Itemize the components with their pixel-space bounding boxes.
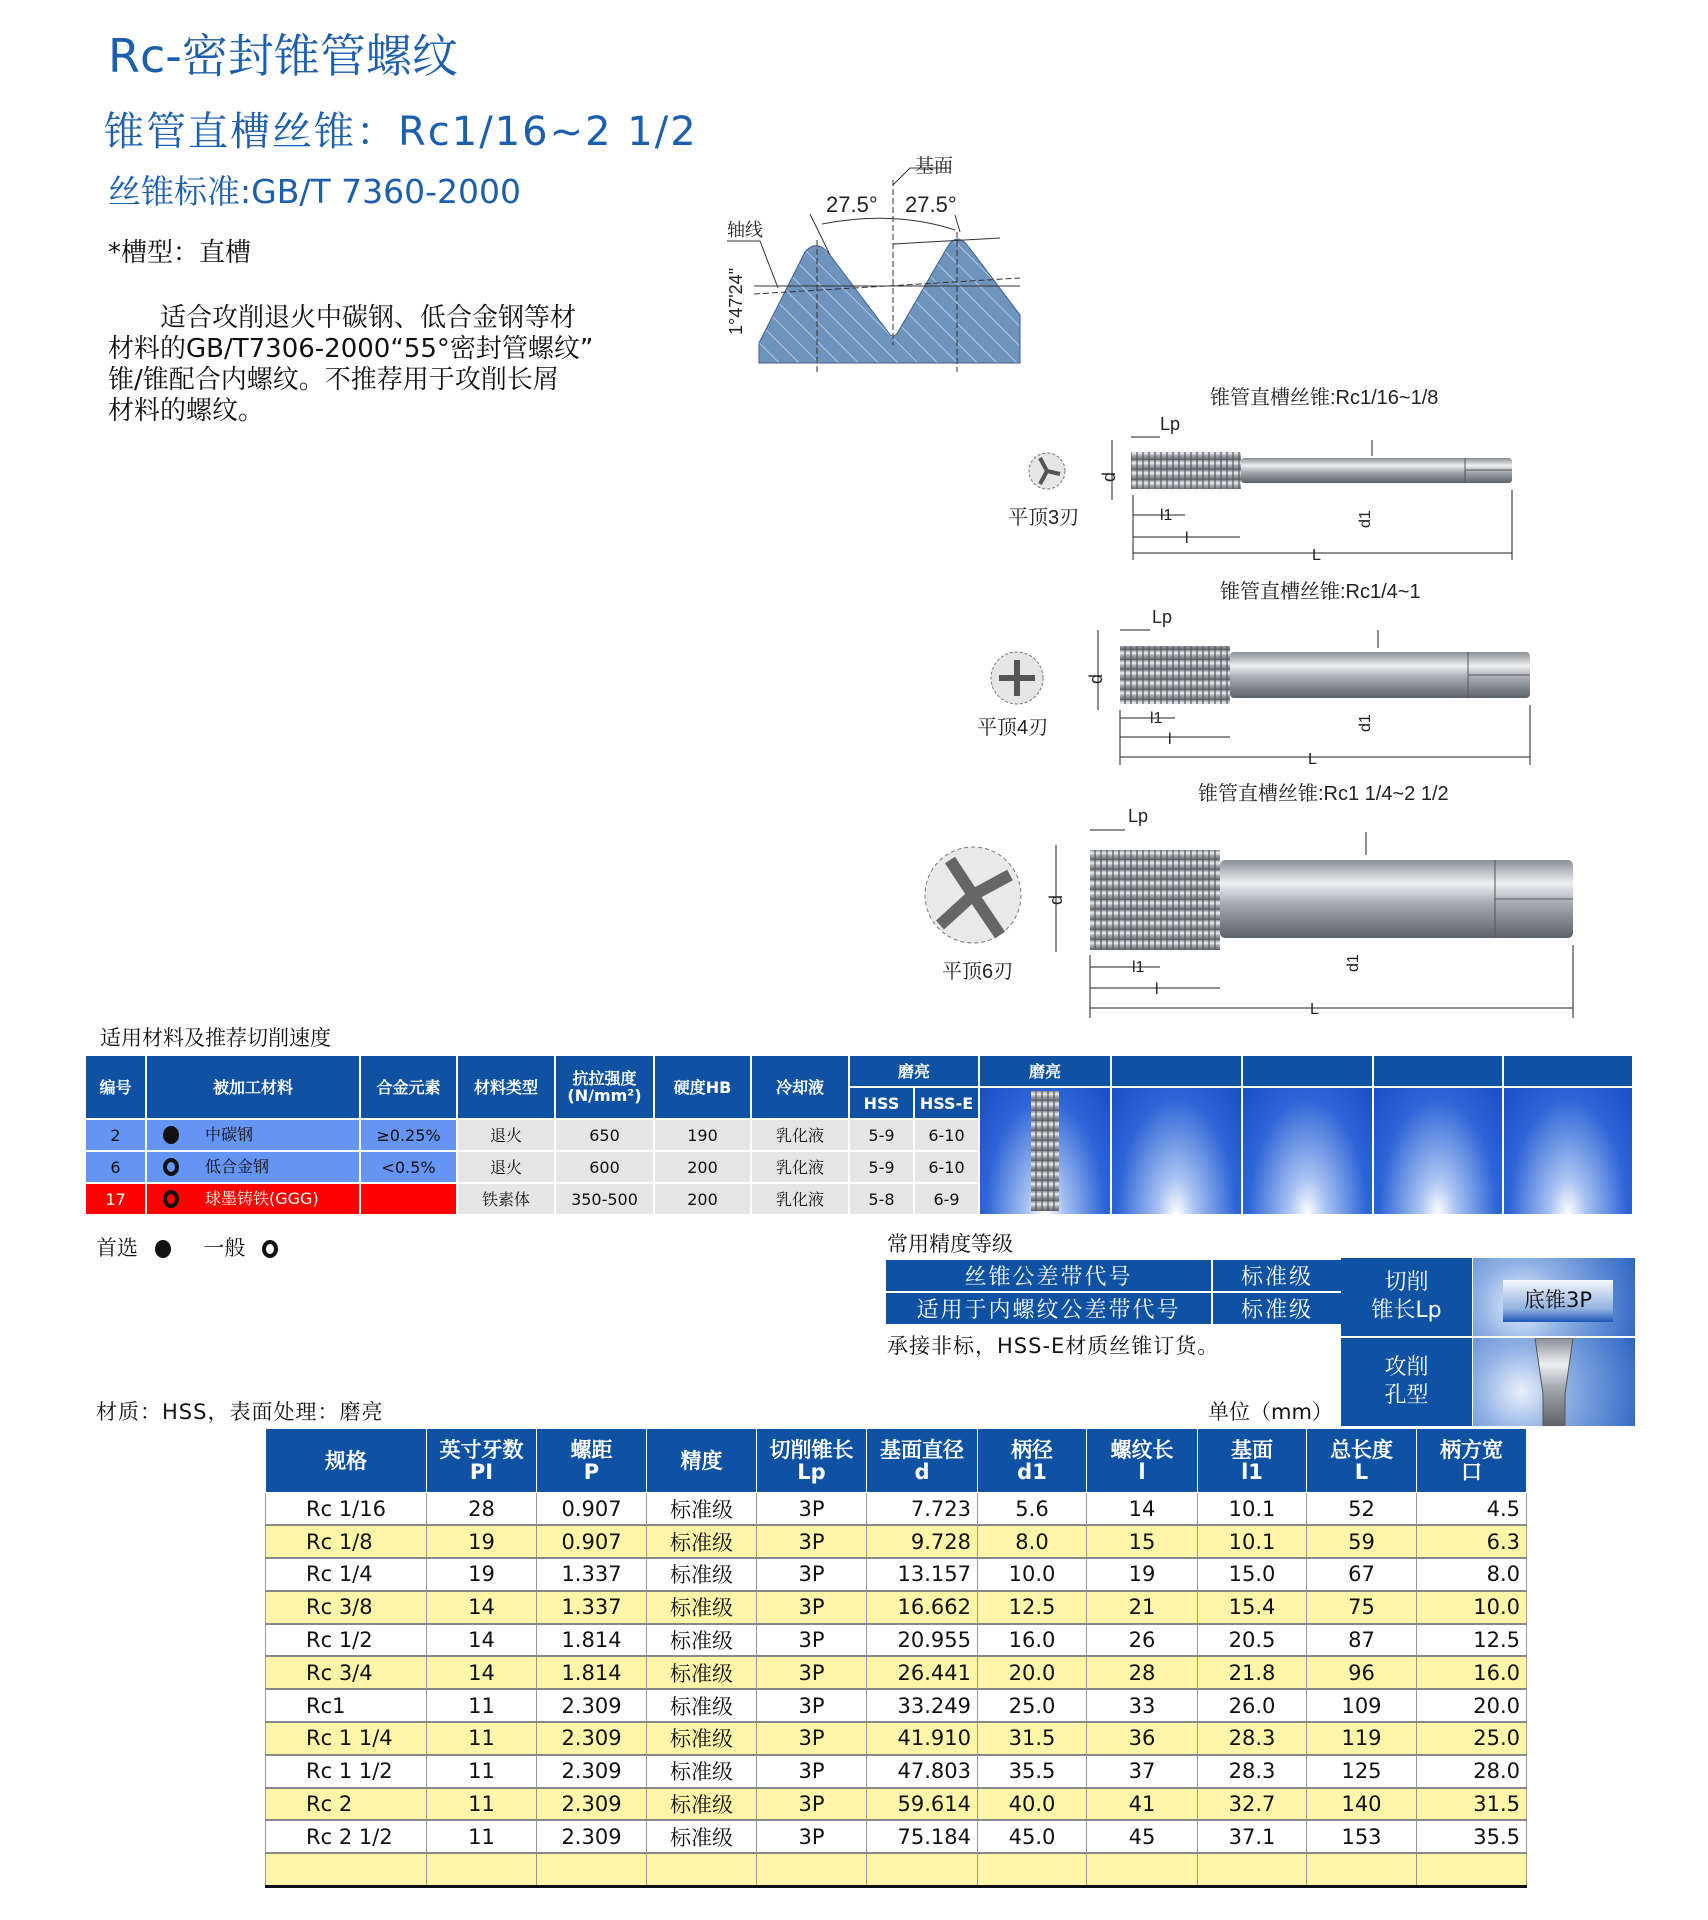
table-cell: 37 [1087, 1755, 1198, 1788]
spec-table [265, 1428, 1527, 1888]
image-col-header [1111, 1055, 1242, 1087]
precision-caption: 常用精度等级 [887, 1232, 1013, 1256]
table-cell: 28 [1087, 1656, 1198, 1689]
spec-col-header [427, 1429, 537, 1493]
cell-type: 退火 [457, 1119, 555, 1151]
table-cell [1417, 1853, 1527, 1886]
table-cell: 10.1 [1198, 1493, 1307, 1526]
header-line: 基面 [1231, 1437, 1273, 1462]
table-cell: 75.184 [867, 1820, 978, 1853]
decor-image [1111, 1087, 1242, 1215]
table-row [266, 1656, 1527, 1689]
table-cell: 26.441 [867, 1656, 978, 1689]
table-cell: 33.249 [867, 1689, 978, 1722]
dim-lp: Lp [1160, 414, 1181, 434]
table-cell: 1.337 [537, 1591, 647, 1624]
tap-drawing-1 [1008, 386, 1512, 564]
table-cell: 12.5 [978, 1591, 1087, 1624]
cell-hss: 5-9 [849, 1119, 914, 1151]
header-line: 螺纹长 [1110, 1437, 1174, 1462]
tapered-hole-icon [1473, 1338, 1635, 1426]
table-cell: Rc 2 [266, 1788, 427, 1821]
dim-d1: d1 [1357, 714, 1374, 732]
header-line: 基面直径 [880, 1437, 964, 1462]
table-cell: 3P [757, 1755, 867, 1788]
custom-order-note: 承接非标，HSS-E材质丝锥订货。 [887, 1334, 1220, 1358]
table-cell: 19 [427, 1525, 537, 1558]
angle-left-label: 27.5° [826, 192, 878, 217]
dim-L: L [1310, 1001, 1319, 1018]
spec-col-header [1417, 1429, 1527, 1493]
table-row [266, 1853, 1527, 1886]
cell-hsse: 6-9 [914, 1183, 979, 1215]
table-cell: 11 [427, 1820, 537, 1853]
table-cell: 3P [757, 1820, 867, 1853]
table-cell: 10.1 [1198, 1525, 1307, 1558]
dim-lp: Lp [1128, 806, 1149, 826]
tap-title: 锥管直槽丝锥:Rc1/4~1 [1220, 581, 1421, 603]
table-cell: 14 [427, 1656, 537, 1689]
tap-standard: 丝锥标准:GB/T 7360-2000 [108, 172, 521, 211]
description-line: 锥/锥配合内螺纹。不推荐用于攻削长屑 [108, 365, 559, 395]
header-line: l1 [1241, 1459, 1263, 1484]
open-circle-icon [163, 1158, 179, 1176]
table-cell: 16.662 [867, 1591, 978, 1624]
chamfer-image [1473, 1258, 1635, 1336]
material-name: 中碳钢 [205, 1124, 254, 1144]
cell-type: 铁素体 [457, 1183, 555, 1215]
table-cell: 153 [1307, 1820, 1417, 1853]
table-cell: 25.0 [1417, 1722, 1527, 1755]
table-cell: 11 [427, 1689, 537, 1722]
table-cell: 41 [1087, 1788, 1198, 1821]
chamfer-length-label: 切削 锥长Lp [1341, 1258, 1472, 1336]
decor-image [1242, 1087, 1373, 1215]
header-line: 口 [1461, 1459, 1482, 1484]
table-cell: Rc1 [266, 1689, 427, 1722]
col-hardness: 硬度HB [654, 1055, 751, 1119]
table-cell: 16.0 [1417, 1656, 1527, 1689]
table-row [266, 1525, 1527, 1558]
header-line: PI [469, 1459, 494, 1484]
product-subtitle: 锥管直槽丝锥：Rc1/16~2 1/2 [104, 109, 698, 155]
cell-coolant: 乳化液 [751, 1151, 849, 1183]
table-cell: 标准级 [647, 1656, 757, 1689]
table-cell: 32.7 [1198, 1788, 1307, 1821]
dim-L: L [1312, 547, 1321, 564]
table-row [266, 1689, 1527, 1722]
table-cell: 2.309 [537, 1788, 647, 1821]
col-polish-2: 磨亮 [979, 1055, 1111, 1087]
table-row [266, 1591, 1527, 1624]
materials-table [84, 1054, 1634, 1216]
col-coolant: 冷却液 [751, 1055, 849, 1119]
header-line: l [1138, 1459, 1146, 1484]
spec-col-header [537, 1429, 647, 1493]
table-cell: 标准级 [647, 1722, 757, 1755]
cell-no: 17 [85, 1183, 146, 1215]
col-hsse: HSS-E [914, 1087, 979, 1119]
cell-name [146, 1151, 360, 1183]
table-cell: 119 [1307, 1722, 1417, 1755]
table-cell: 8.0 [978, 1525, 1087, 1558]
header-line: 螺距 [570, 1437, 613, 1462]
cell-hsse: 6-10 [914, 1151, 979, 1183]
table-cell: 45.0 [978, 1820, 1087, 1853]
decor-image [1373, 1087, 1503, 1215]
table-cell: 0.907 [537, 1525, 647, 1558]
col-tensile: 抗拉强度(N/mm²) [555, 1055, 654, 1119]
tap-thread-image [979, 1087, 1111, 1215]
table-cell: Rc 3/4 [266, 1656, 427, 1689]
col-material: 被加工材料 [146, 1055, 360, 1119]
table-cell: 标准级 [647, 1689, 757, 1722]
thread-tolerance-value: 标准级 [1212, 1292, 1342, 1325]
header-line: d1 [1017, 1459, 1047, 1484]
table-cell: 6.3 [1417, 1525, 1527, 1558]
table-cell: 59.614 [867, 1788, 978, 1821]
table-cell: 19 [427, 1558, 537, 1591]
col-type: 材料类型 [457, 1055, 555, 1119]
cell-coolant: 乳化液 [751, 1119, 849, 1151]
table-cell: 2.309 [537, 1722, 647, 1755]
table-cell: Rc 1 1/2 [266, 1755, 427, 1788]
table-cell: 3P [757, 1624, 867, 1657]
table-cell: 14 [1087, 1493, 1198, 1526]
table-cell: 15.4 [1198, 1591, 1307, 1624]
legend-general: 一般 [203, 1236, 246, 1260]
spec-col-header [867, 1429, 978, 1493]
col-hss: HSS [849, 1087, 914, 1119]
spec-col-header [266, 1429, 427, 1493]
dim-d1: d1 [1345, 954, 1362, 972]
table-cell: 20.955 [867, 1624, 978, 1657]
thread-profile-diagram [726, 155, 1020, 372]
spec-col-header [1198, 1429, 1307, 1493]
dim-l1: l1 [1150, 710, 1163, 727]
tap-drawing-2 [977, 580, 1530, 768]
header-line: 规格 [325, 1448, 367, 1473]
table-cell: 3P [757, 1788, 867, 1821]
tap-drawing-3 [925, 782, 1573, 1018]
table-cell: Rc 1/4 [266, 1558, 427, 1591]
table-cell [757, 1853, 867, 1886]
table-cell: 9.728 [867, 1525, 978, 1558]
cell-tensile: 600 [555, 1151, 654, 1183]
table-cell: 1.337 [537, 1558, 647, 1591]
base-plane-label: 基面 [915, 156, 954, 177]
table-cell: 35.5 [1417, 1820, 1527, 1853]
table-cell: 31.5 [978, 1722, 1087, 1755]
header-line: P [583, 1459, 600, 1484]
material-info: 材质：HSS，表面处理：磨亮 [96, 1400, 384, 1424]
tap-tolerance-label: 丝锥公差带代号 [885, 1259, 1212, 1292]
table-cell: 125 [1307, 1755, 1417, 1788]
image-col-header [1242, 1055, 1373, 1087]
table-cell: 21 [1087, 1591, 1198, 1624]
table-cell: 10.0 [978, 1558, 1087, 1591]
spec-col-header [978, 1429, 1087, 1493]
table-cell: 52 [1307, 1493, 1417, 1526]
header-line: 切削锥长 [769, 1437, 854, 1462]
table-cell [427, 1853, 537, 1886]
cell-tensile: 650 [555, 1119, 654, 1151]
dim-l: l [1168, 731, 1172, 748]
table-cell: 标准级 [647, 1820, 757, 1853]
table-row [266, 1722, 1527, 1755]
description-line: 材料的螺纹。 [108, 396, 265, 426]
col-polish: 磨亮 [849, 1055, 979, 1087]
cell-alloy [360, 1183, 457, 1215]
table-cell: 37.1 [1198, 1820, 1307, 1853]
table-cell: Rc 1/2 [266, 1624, 427, 1657]
table-cell: 标准级 [647, 1624, 757, 1657]
cell-hss: 5-8 [849, 1183, 914, 1215]
header-line: d [914, 1459, 930, 1484]
table-cell: 15 [1087, 1525, 1198, 1558]
dim-l1: l1 [1160, 507, 1173, 524]
table-cell [1198, 1853, 1307, 1886]
table-cell: 31.5 [1417, 1788, 1527, 1821]
table-cell: 35.5 [978, 1755, 1087, 1788]
table-cell [1307, 1853, 1417, 1886]
table-cell: 3P [757, 1558, 867, 1591]
table-cell: 11 [427, 1788, 537, 1821]
header-line: 精度 [680, 1448, 723, 1473]
table-cell: 11 [427, 1722, 537, 1755]
tap-tolerance-value: 标准级 [1212, 1259, 1342, 1292]
table-cell [647, 1853, 757, 1886]
table-cell: 3P [757, 1656, 867, 1689]
table-row [266, 1788, 1527, 1821]
table-cell: 3P [757, 1525, 867, 1558]
dim-l: l [1185, 530, 1189, 547]
materials-caption: 适用材料及推荐切削速度 [100, 1026, 331, 1050]
table-cell: 3P [757, 1493, 867, 1526]
table-cell: Rc 3/8 [266, 1591, 427, 1624]
table-cell: 2.309 [537, 1755, 647, 1788]
table-cell: 11 [427, 1755, 537, 1788]
table-cell: 20.0 [1417, 1689, 1527, 1722]
table-cell: 3P [757, 1591, 867, 1624]
table-cell: 47.803 [867, 1755, 978, 1788]
table-cell: 14 [427, 1591, 537, 1624]
table-cell: 0.907 [537, 1493, 647, 1526]
table-cell: 2.309 [537, 1820, 647, 1853]
cell-type: 退火 [457, 1151, 555, 1183]
table-cell: 标准级 [647, 1493, 757, 1526]
description-line: 材料的GB/T7306-2000“55°密封管螺纹” [108, 334, 594, 364]
table-cell: 26 [1087, 1624, 1198, 1657]
axis-label: 轴线 [727, 220, 763, 240]
cell-alloy: <0.5% [360, 1151, 457, 1183]
header-line: Lp [797, 1459, 826, 1484]
hole-type-image [1473, 1338, 1635, 1426]
cell-hb: 200 [654, 1183, 751, 1215]
tap-title: 锥管直槽丝锥:Rc1 1/4~2 1/2 [1198, 783, 1449, 805]
material-name: 球墨铸铁(GGG) [205, 1188, 319, 1208]
table-cell: 10.0 [1417, 1591, 1527, 1624]
unit-label: 单位（mm） [1208, 1400, 1333, 1424]
table-cell: Rc 1/16 [266, 1493, 427, 1526]
open-circle-icon [163, 1190, 179, 1208]
table-cell: 75 [1307, 1591, 1417, 1624]
decor-image [1503, 1087, 1633, 1215]
table-cell: 8.0 [1417, 1558, 1527, 1591]
hole-type-label: 攻削 孔型 [1341, 1338, 1472, 1426]
table-cell: Rc 1/8 [266, 1525, 427, 1558]
table-cell: 2.309 [537, 1689, 647, 1722]
spec-col-header [1087, 1429, 1198, 1493]
table-cell: 109 [1307, 1689, 1417, 1722]
cell-name [146, 1119, 360, 1151]
spec-col-header [757, 1429, 867, 1493]
cell-no: 2 [85, 1119, 146, 1151]
table-cell: 87 [1307, 1624, 1417, 1657]
thread-tolerance-label: 适用于内螺纹公差带代号 [885, 1292, 1212, 1325]
table-cell: 标准级 [647, 1525, 757, 1558]
table-cell: 3P [757, 1722, 867, 1755]
slot-type: *槽型：直槽 [108, 238, 252, 268]
table-cell [537, 1853, 647, 1886]
table-cell: 12.5 [1417, 1624, 1527, 1657]
image-col-header [1373, 1055, 1503, 1087]
table-cell: 21.8 [1198, 1656, 1307, 1689]
table-cell: 15.0 [1198, 1558, 1307, 1591]
table-cell: 1.814 [537, 1656, 647, 1689]
table-cell: 标准级 [647, 1591, 757, 1624]
angle-right-label: 27.5° [905, 192, 957, 217]
table-cell: 5.6 [978, 1493, 1087, 1526]
spec-col-header [647, 1429, 757, 1493]
table-cell [266, 1853, 427, 1886]
table-cell [1087, 1853, 1198, 1886]
dim-L: L [1308, 751, 1317, 768]
dim-d: d [1046, 894, 1066, 905]
image-col-header [1503, 1055, 1633, 1087]
table-cell: 25.0 [978, 1689, 1087, 1722]
header-line: 英寸牙数 [439, 1437, 524, 1462]
table-cell: 28.3 [1198, 1722, 1307, 1755]
col-no: 编号 [85, 1055, 146, 1119]
table-row [266, 1820, 1527, 1853]
cell-alloy: ≥0.25% [360, 1119, 457, 1151]
cell-hb: 190 [654, 1119, 751, 1151]
flute-type-label: 平顶4刃 [977, 717, 1049, 739]
table-cell: 36 [1087, 1722, 1198, 1755]
table-cell: 标准级 [647, 1788, 757, 1821]
header-line: 总长度 [1330, 1437, 1393, 1462]
table-row [266, 1558, 1527, 1591]
table-cell: 标准级 [647, 1558, 757, 1591]
table-cell: 41.910 [867, 1722, 978, 1755]
description-line: 适合攻削退火中碳钢、低合金钢等材 [108, 303, 577, 333]
table-cell: 33 [1087, 1689, 1198, 1722]
dim-l1: l1 [1132, 959, 1145, 976]
table-cell: 67 [1307, 1558, 1417, 1591]
dim-d: d [1086, 673, 1106, 684]
flute-type-label: 平顶3刃 [1008, 507, 1080, 529]
filled-circle-icon [155, 1240, 171, 1258]
table-cell: 45 [1087, 1820, 1198, 1853]
table-cell: 28 [427, 1493, 537, 1526]
table-cell: 40.0 [978, 1788, 1087, 1821]
cell-hss: 5-9 [849, 1151, 914, 1183]
table-cell: 140 [1307, 1788, 1417, 1821]
dim-d1: d1 [1357, 510, 1374, 528]
header-line: 柄径 [1011, 1437, 1053, 1462]
cell-no: 6 [85, 1151, 146, 1183]
cell-hsse: 6-10 [914, 1119, 979, 1151]
legend-preferred: 首选 [96, 1236, 138, 1260]
chamfer-value: 底锥3P [1503, 1280, 1613, 1322]
dim-d: d [1099, 471, 1119, 482]
table-cell: 19 [1087, 1558, 1198, 1591]
taper-angle-label: 1°47'24" [726, 267, 746, 335]
table-cell: 标准级 [647, 1755, 757, 1788]
table-cell: 59 [1307, 1525, 1417, 1558]
flute-type-label: 平顶6刃 [942, 961, 1014, 983]
material-name: 低合金钢 [205, 1156, 270, 1176]
filled-circle-icon [163, 1126, 179, 1144]
table-cell: Rc 1 1/4 [266, 1722, 427, 1755]
table-row [266, 1755, 1527, 1788]
header-line: L [1354, 1459, 1369, 1484]
dim-l: l [1155, 981, 1159, 998]
cell-coolant: 乳化液 [751, 1183, 849, 1215]
table-cell: 96 [1307, 1656, 1417, 1689]
table-cell: 28.3 [1198, 1755, 1307, 1788]
cell-name [146, 1183, 360, 1215]
table-cell: 14 [427, 1624, 537, 1657]
marker-legend [96, 1232, 278, 1262]
table-cell: 16.0 [978, 1624, 1087, 1657]
table-cell: 26.0 [1198, 1689, 1307, 1722]
header-line: 柄方宽 [1440, 1437, 1503, 1462]
precision-table [884, 1258, 1343, 1326]
table-cell: 13.157 [867, 1558, 978, 1591]
cell-tensile: 350-500 [555, 1183, 654, 1215]
table-cell [867, 1853, 978, 1886]
table-cell: 20.0 [978, 1656, 1087, 1689]
dim-lp: Lp [1152, 607, 1173, 627]
col-alloy: 合金元素 [360, 1055, 457, 1119]
open-circle-icon [262, 1240, 278, 1258]
table-cell: 20.5 [1198, 1624, 1307, 1657]
table-cell: 28.0 [1417, 1755, 1527, 1788]
table-cell: Rc 2 1/2 [266, 1820, 427, 1853]
cell-hb: 200 [654, 1151, 751, 1183]
page-title: Rc-密封锥管螺纹 [108, 29, 458, 83]
table-cell: 4.5 [1417, 1493, 1527, 1526]
tap-title: 锥管直槽丝锥:Rc1/16~1/8 [1210, 387, 1439, 409]
table-row [266, 1624, 1527, 1657]
table-cell: 7.723 [867, 1493, 978, 1526]
table-cell [978, 1853, 1087, 1886]
table-cell: 3P [757, 1689, 867, 1722]
spec-col-header [1307, 1429, 1417, 1493]
table-cell: 1.814 [537, 1624, 647, 1657]
table-row [266, 1493, 1527, 1526]
